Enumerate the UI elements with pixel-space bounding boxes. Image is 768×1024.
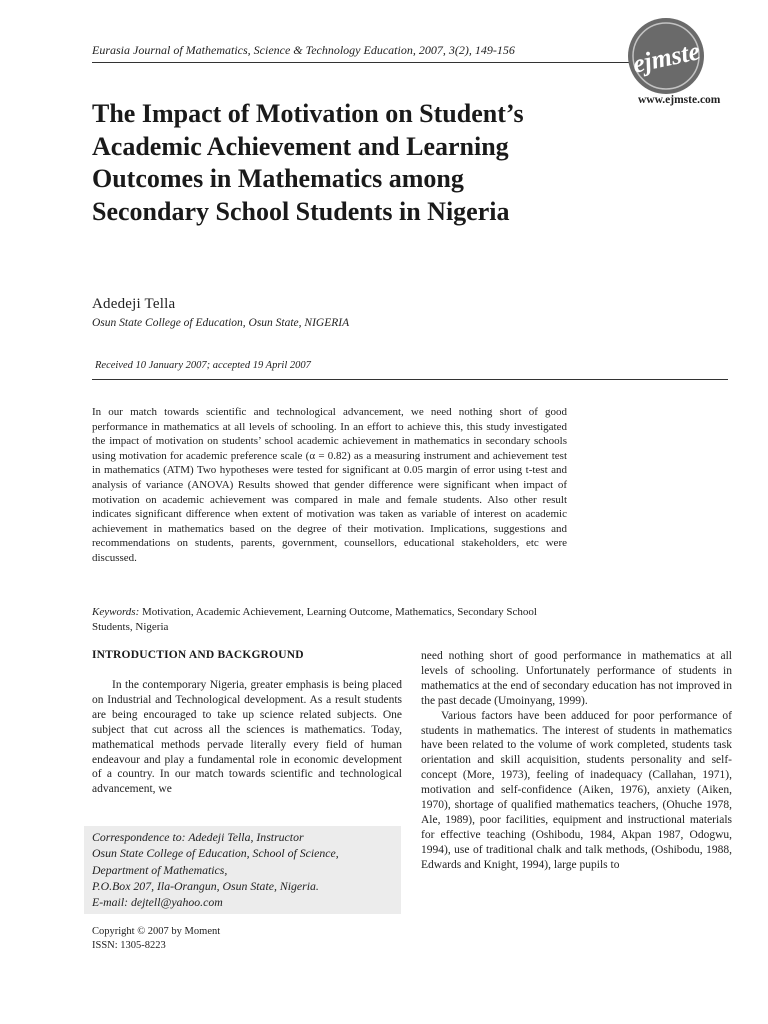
section-heading: INTRODUCTION AND BACKGROUND [92, 649, 304, 661]
keywords-list: Motivation, Academic Achievement, Learning Outcome, Mathematics, Secondary School Students, Nigeria [92, 606, 537, 633]
keywords-label: Keywords: [92, 606, 140, 618]
author-name: Adedeji Tella [92, 296, 176, 312]
article-title: The Impact of Motivation on Student’s Academic Achievement and Learning Outcomes in Mathematics among Secondary School Students in Nigeria [92, 99, 524, 226]
journal-logo [616, 14, 716, 102]
logo-text: ejmste [630, 36, 703, 79]
keywords [92, 605, 567, 635]
abstract: In our match towards scientific and technological advancement, we need nothing short of good performance in mathematics at all levels of schooling. In an effort to achieve this, this study investigated the impact of motivation on students’ school academic achievement in mathematics in secondary schools using motivation for academic preference scale (α = 0.82) as a measuring instrument and achievement test in mathematics (ATM) Two hypotheses were tested for significant at 0.05 margin of error using t-test and analysis of variance (ANOVA) Results showed that gender difference were significant when impact of motivation on academic achievement was compared in male and female students. Also other result indicates significant difference when extent of motivation was taken as variable of interest on academic achievement in mathematics based on the degree of their motivation. Implications, suggestions and recommendations on students, parents, government, counsellors, educational stakeholders, etc were discussed. [92, 406, 567, 564]
journal-citation: Eurasia Journal of Mathematics, Science & Technology Education, 2007, 3(2), 149-156 [92, 43, 515, 57]
correspondence-line: Osun State College of Education, School of Science, [92, 846, 339, 861]
intro-paragraph-left: In the contemporary Nigeria, greater emphasis is being placed on Industrial and Technological development. As a result students are being encouraged to take up science related subjects. One subject that cut across all the sciences is mathematics. Today, mathematical methods pervade literally every field of human endeavour and play a fundamental role in economic development of a country. In our match towards scientific and technological advancement, we [92, 679, 402, 796]
issn-text: ISSN: 1305-8223 [92, 939, 166, 951]
right-column [421, 649, 732, 873]
header-divider [92, 62, 635, 63]
copyright-block [92, 925, 220, 952]
author-affiliation: Osun State College of Education, Osun State, NIGERIA [92, 317, 350, 329]
correspondence-line: Correspondence to: Adedeji Tella, Instructor [92, 830, 304, 844]
intro-paragraph-right-2: Various factors have been adduced for poor performance of students in mathematics. The interest of students in mathematics have been related to the volume of work completed, students task orientation and skill acquisition, students personality and self-concept (More, 1973), feeling of inadequacy (Callahan, 1971), motivation and self-confidence (Aiken, 1976), anxiety (Aiken, 1970), shortage of qualified mathematics teachers, (Ohuche 1978, Ale, 1989), poor facilities, equipment and instructional materials for effective teaching (Oshibodu, 1984, Akpan 1987, Odogwu, 1994), use of traditional chalk and talk methods, (Oshibodu, 1988, Edwards and Knight, 1994), large pupils to [421, 709, 732, 871]
copyright-text: Copyright © 2007 by Moment [92, 926, 221, 937]
correspondence-line: Department of Mathematics, [92, 862, 228, 877]
received-date: Received 10 January 2007; accepted 19 April 2007 [95, 360, 311, 371]
correspondence-box [84, 826, 401, 914]
correspondence-line: P.O.Box 207, Ila-Orangun, Osun State, Nigeria. [92, 878, 319, 893]
intro-paragraph-right-1: need nothing short of good performance in mathematics at all levels of schooling. Unfortunately performance of students in mathematics at the end of secondary education has not improved in the past decade (Umoinyang, 1999). [421, 650, 732, 707]
received-divider [92, 379, 728, 380]
journal-website: www.ejmste.com [638, 94, 721, 106]
correspondence-email[interactable]: E-mail: dejtell@yahoo.com [92, 895, 223, 910]
